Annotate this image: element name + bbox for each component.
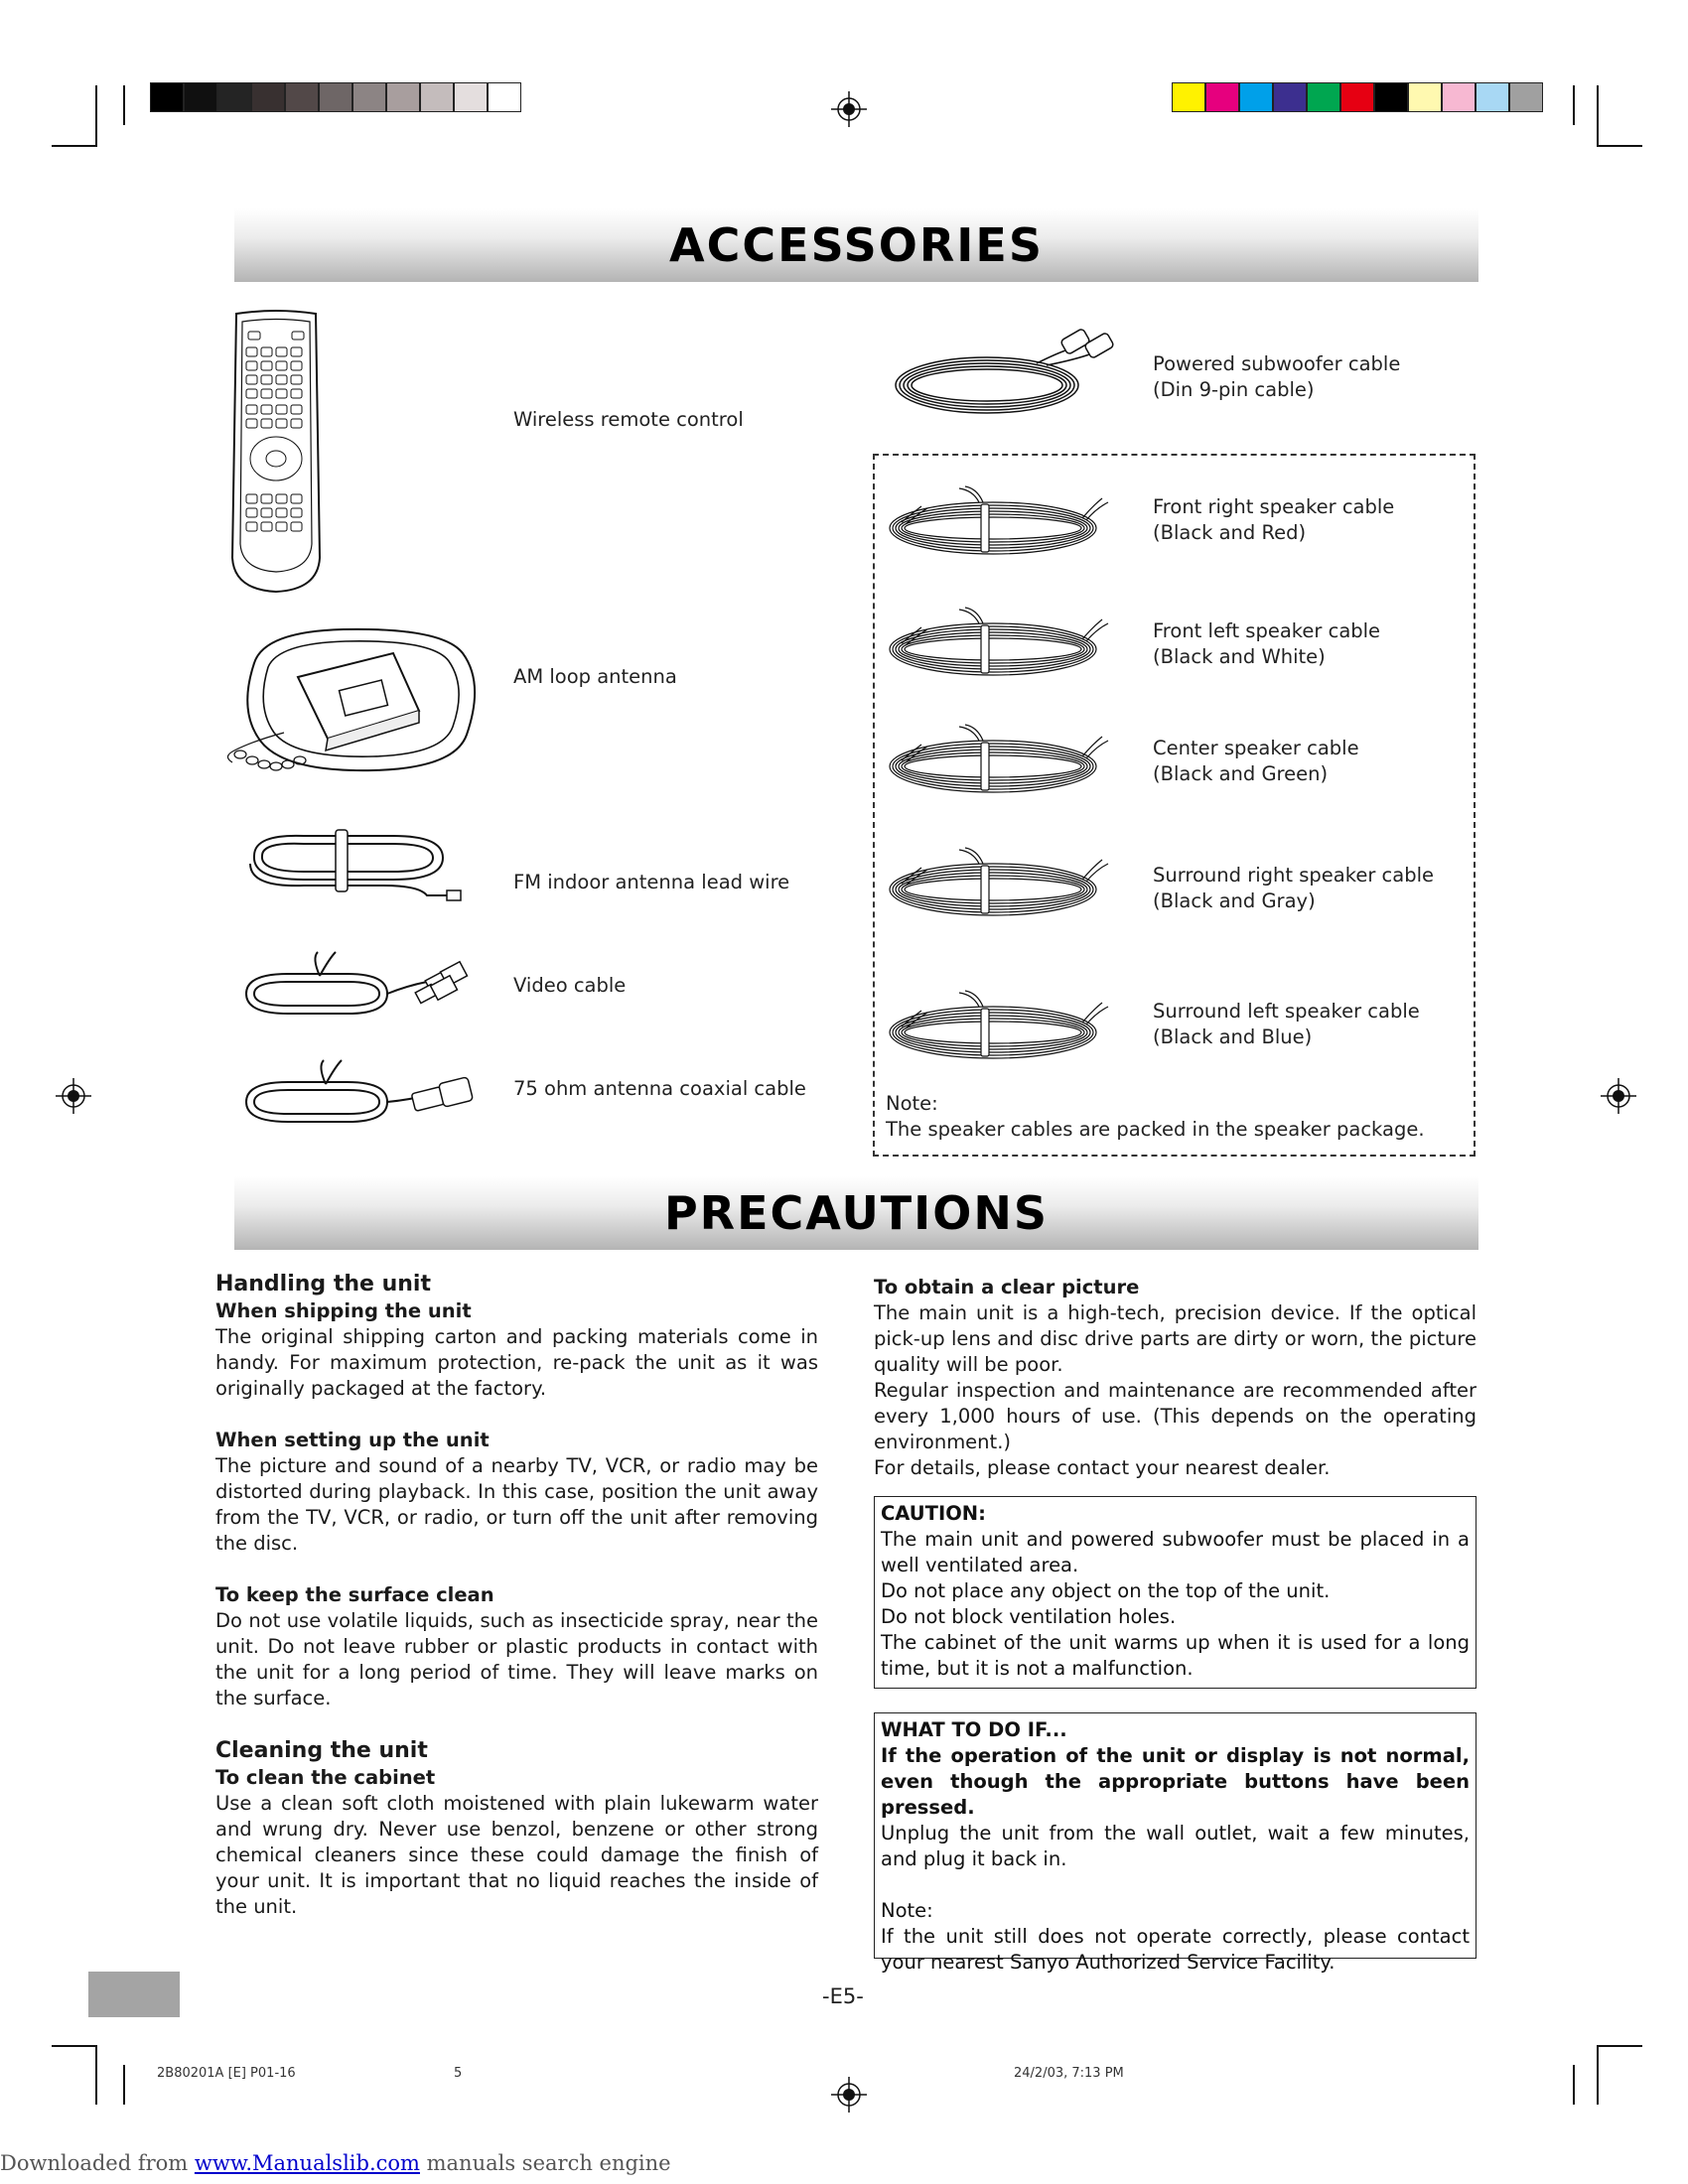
fm-antenna-wire-icon <box>244 826 463 905</box>
caution-box <box>874 1496 1477 1689</box>
video-cable-icon <box>238 948 477 1027</box>
footer-suffix: manuals search engine <box>419 2151 671 2175</box>
accessory-label: Video cable <box>513 974 627 997</box>
registration-mark-bottom <box>829 2075 869 2115</box>
accessories-banner <box>234 208 1478 282</box>
speaker-cable-icon <box>888 484 1116 564</box>
color-swatch <box>1442 82 1476 112</box>
color-swatch <box>386 82 420 112</box>
footer-link[interactable]: www.Manualslib.com <box>194 2151 420 2175</box>
accessory-label: FM indoor antenna lead wire <box>513 871 790 893</box>
speaker-cable-label-2: (Black and White) <box>1153 645 1326 668</box>
page-number: -E5- <box>822 1984 864 2008</box>
speaker-cable-icon <box>888 989 1116 1068</box>
subsection-heading: When shipping the unit <box>215 1299 472 1322</box>
color-swatch <box>285 82 319 112</box>
color-swatch <box>1408 82 1442 112</box>
paragraph: For details, please contact your nearest dealer. <box>874 1456 1331 1479</box>
print-file-info: 2B80201A [E] P01-16 <box>157 2066 296 2081</box>
speaker-cable-label-2: (Black and Blue) <box>1153 1025 1313 1048</box>
download-footer <box>0 2149 671 2177</box>
remote-control-icon <box>228 310 324 594</box>
section-heading: Handling the unit <box>215 1272 431 1297</box>
paragraph: Do not use volatile liquids, such as insecticide spray, near the unit. Do not leave rubber or plastic products in contact with the unit for a long period of time. They will leave marks on the surface. <box>215 1609 818 1709</box>
color-swatch <box>251 82 285 112</box>
speaker-cable-icon <box>888 723 1116 802</box>
print-date-info: 24/2/03, 7:13 PM <box>1014 2066 1124 2081</box>
coaxial-cable-icon <box>238 1054 477 1134</box>
paragraph: Unplug the unit from the wall outlet, wait a few minutes, and plug it back in. <box>881 1822 1470 1870</box>
color-swatch <box>217 82 251 112</box>
speaker-cable-label-1: Front right speaker cable <box>1153 495 1395 518</box>
caution-line: The cabinet of the unit warms up when it is used for a long time, but it is not a malfunction. <box>881 1631 1470 1680</box>
color-swatch <box>1340 82 1374 112</box>
caution-heading: CAUTION: <box>881 1502 986 1525</box>
what-to-do-box <box>874 1712 1477 1974</box>
page-tab <box>88 1972 180 2017</box>
speaker-cable-label-1: Front left speaker cable <box>1153 619 1381 642</box>
precautions-title: PRECAUTIONS <box>663 1186 1050 1240</box>
print-page-info: 5 <box>454 2066 463 2081</box>
what-to-do-heading: WHAT TO DO IF... <box>881 1718 1067 1741</box>
paragraph: The original shipping carton and packing materials come in handy. For maximum protection, re-pack the unit as it was originally packaged at the factory. <box>215 1325 818 1400</box>
accessory-label: Wireless remote control <box>513 408 744 431</box>
caution-line: Do not block ventilation holes. <box>881 1605 1177 1628</box>
speaker-cable-label-2: (Black and Green) <box>1153 762 1329 785</box>
color-swatch <box>319 82 352 112</box>
precautions-left-column <box>215 1271 818 1920</box>
accessory-label: 75 ohm antenna coaxial cable <box>513 1077 806 1100</box>
paragraph: The picture and sound of a nearby TV, VCR, or radio may be distorted during playback. In this case, position the unit away from the TV, VCR, or radio, or turn off the unit after removing the disc. <box>215 1454 818 1555</box>
subsection-heading: To clean the cabinet <box>215 1766 436 1789</box>
footer-prefix: Downloaded from <box>0 2151 195 2175</box>
color-swatch <box>1374 82 1408 112</box>
subsection-heading: To keep the surface clean <box>215 1583 494 1606</box>
precautions-banner <box>234 1176 1478 1250</box>
color-swatch <box>1476 82 1509 112</box>
subsection-heading: To obtain a clear picture <box>874 1276 1140 1298</box>
caution-line: The main unit and powered subwoofer must be placed in a well ventilated area. <box>881 1528 1470 1576</box>
note-label: Note: <box>881 1899 933 1922</box>
din-cable-icon <box>888 324 1116 423</box>
color-swatch <box>1205 82 1239 112</box>
color-swatch <box>420 82 454 112</box>
paragraph: Regular inspection and maintenance are recommended after every 1,000 hours of use. (This depends on the operating environment.) <box>874 1379 1477 1453</box>
subsection-heading: When setting up the unit <box>215 1429 490 1451</box>
accessories-title: ACCESSORIES <box>669 218 1044 272</box>
accessory-label: AM loop antenna <box>513 665 677 688</box>
color-swatch <box>1307 82 1340 112</box>
speaker-cable-label-1: Surround left speaker cable <box>1153 1000 1420 1023</box>
speaker-cable-label-1: Surround right speaker cable <box>1153 864 1434 887</box>
color-swatch <box>1239 82 1273 112</box>
section-heading: Cleaning the unit <box>215 1738 428 1763</box>
color-swatch <box>352 82 386 112</box>
paragraph: If the unit still does not operate correctly, please contact your nearest Sanyo Authorized Service Facility. <box>881 1925 1470 1974</box>
speaker-note-label: Note: <box>886 1092 938 1115</box>
color-swatch <box>184 82 217 112</box>
am-loop-antenna-icon <box>224 623 492 792</box>
speaker-cable-label-2: (Black and Gray) <box>1153 889 1316 912</box>
color-swatch <box>1509 82 1543 112</box>
registration-mark-top <box>829 89 869 129</box>
paragraph: The main unit is a high-tech, precision device. If the optical pick-up lens and disc drive parts are dirty or worn, the picture quality will be poor. <box>874 1301 1477 1376</box>
color-swatch <box>1172 82 1205 112</box>
color-swatch <box>454 82 488 112</box>
registration-mark-left <box>54 1076 93 1116</box>
speaker-cable-icon <box>888 606 1116 685</box>
registration-mark-right <box>1599 1076 1638 1116</box>
subwoofer-cable-label-1: Powered subwoofer cable <box>1153 352 1401 375</box>
precautions-right-column <box>874 1275 1477 1481</box>
color-swatch <box>1273 82 1307 112</box>
what-to-do-bold-text: If the operation of the unit or display is not normal, even though the appropriate buttons have been pressed. <box>881 1744 1470 1819</box>
color-swatch <box>488 82 521 112</box>
speaker-cable-icon <box>888 846 1116 925</box>
subwoofer-cable-label-2: (Din 9-pin cable) <box>1153 378 1315 401</box>
caution-line: Do not place any object on the top of the unit. <box>881 1579 1331 1602</box>
paragraph: Use a clean soft cloth moistened with plain lukewarm water and wrung dry. Never use benzol, benzene or other strong chemical cleaners since these could damage the finish of your unit. It is important that no liquid reaches the inside of the unit. <box>215 1792 818 1918</box>
speaker-note-text: The speaker cables are packed in the speaker package. <box>886 1118 1425 1141</box>
speaker-cable-label-2: (Black and Red) <box>1153 521 1307 544</box>
color-swatch <box>150 82 184 112</box>
speaker-cable-label-1: Center speaker cable <box>1153 737 1359 759</box>
